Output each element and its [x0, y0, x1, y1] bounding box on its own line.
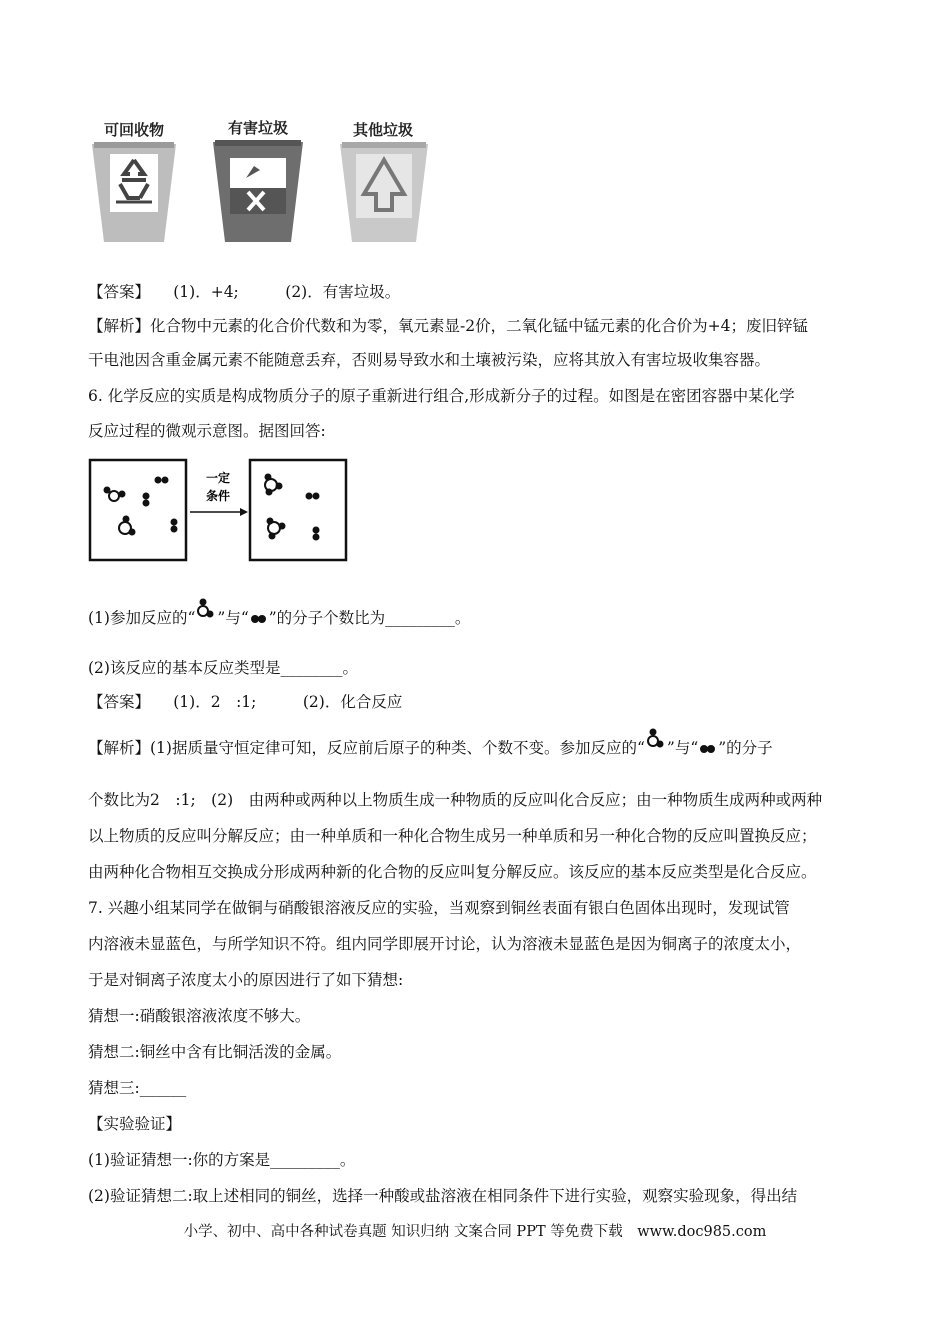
bin-label-recyclable: 可回收物 — [103, 121, 165, 139]
bin-label-other: 其他垃圾 — [352, 121, 414, 139]
q5-answer: 【答案】 (1)．+4; (2)．有害垃圾。 — [88, 283, 401, 301]
q6-sub1-suffix: ”的分子个数比为_________。 — [268, 609, 471, 627]
arrow-label-line-2: 条件 — [205, 489, 231, 503]
q6-analysis-line-2: 个数比为2 :1; (2) 由两种或两种以上物质生成一种物质的反应叫化合反应；由一种物质生成两种或两种 — [88, 791, 823, 809]
before-box — [90, 460, 186, 560]
q6-analysis-mid: ”与“ — [666, 739, 699, 757]
diatomic-molecule-icon — [249, 613, 269, 625]
q6-sub2: (2)该反应的基本反应类型是________。 — [88, 659, 358, 677]
q6-stem-line-2: 反应过程的微观示意图。据图回答: — [88, 422, 326, 440]
q7-verify-1: (1)验证猜想一:你的方案是_________。 — [88, 1151, 356, 1169]
q6-sub1 — [88, 608, 470, 628]
q5-analysis-line-1: 【解析】化合物中元素的化合价代数和为零，氧元素显-2价，二氧化锰中锰元素的化合价为+4；废旧锌锰 — [88, 317, 808, 335]
other-waste-bin-icon — [340, 121, 428, 242]
reaction-diagram — [88, 458, 348, 562]
q7-stem-line-2: 内溶液未显蓝色，与所学知识不符。组内同学即展开讨论，认为溶液未显蓝色是因为铜离子的浓度太小， — [88, 935, 802, 953]
arrow-label-line-1: 一定 — [205, 471, 231, 485]
page-footer: 小学、初中、高中各种试卷真题 知识归纳 文案合同 PPT 等免费下载 www.doc985.com — [183, 1224, 767, 1240]
q7-guess-3: 猜想三:______ — [88, 1079, 187, 1097]
q6-analysis-line-1 — [88, 738, 773, 758]
q7-verify-2: (2)验证猜想二:取上述相同的铜丝，选择一种酸或盐溶液在相同条件下进行实验，观察实验现象，得出结 — [88, 1187, 798, 1205]
recyclable-bin-icon — [92, 121, 176, 242]
diatomic-molecule-icon — [698, 743, 718, 755]
q6-analysis-suffix: ”的分子 — [718, 739, 773, 757]
q6-analysis-line-4: 由两种化合物相互交换成分形成两种新的化合物的反应叫复分解反应。该反应的基本反应类型是化合反应。 — [88, 863, 817, 881]
q5-analysis-line-2: 干电池因含重金属元素不能随意丢弃，否则易导致水和土壤被污染，应将其放入有害垃圾收集容器。 — [88, 351, 771, 369]
hazardous-bin-icon — [213, 119, 303, 242]
q6-analysis-prefix: 【解析】(1)据质量守恒定律可知，反应前后原子的种类、个数不变。参加反应的“ — [88, 739, 645, 757]
q7-stem-line-1: 7. 兴趣小组某同学在做铜与硝酸银溶液反应的实验，当观察到铜丝表面有银白色固体出现时，发现试管 — [88, 899, 790, 917]
q7-guess-2: 猜想二:铜丝中含有比铜活泼的金属。 — [88, 1043, 342, 1061]
bin-label-hazardous: 有害垃圾 — [227, 119, 289, 137]
q6-sub1-prefix: (1)参加反应的“ — [88, 609, 196, 627]
after-box — [250, 460, 346, 560]
q6-answer: 【答案】 (1)．2 :1; (2)．化合反应 — [88, 693, 403, 711]
triatomic-molecule-icon — [195, 597, 217, 623]
q6-analysis-line-3: 以上物质的反应叫分解反应；由一种单质和一种化合物生成另一种单质和另一种化合物的反应叫置换反应； — [88, 827, 817, 845]
waste-bins-figure — [88, 118, 448, 248]
q7-stem-line-3: 于是对铜离子浓度太小的原因进行了如下猜想: — [88, 971, 404, 989]
q6-sub1-mid: ”与“ — [217, 609, 249, 627]
q7-section-heading: 【实验验证】 — [88, 1115, 182, 1133]
q7-guess-1: 猜想一:硝酸银溶液浓度不够大。 — [88, 1007, 311, 1025]
q6-stem-line-1: 6. 化学反应的实质是构成物质分子的原子重新进行组合,形成新分子的过程。如图是在密团容器中某化学 — [88, 387, 795, 405]
triatomic-molecule-icon — [645, 727, 667, 753]
